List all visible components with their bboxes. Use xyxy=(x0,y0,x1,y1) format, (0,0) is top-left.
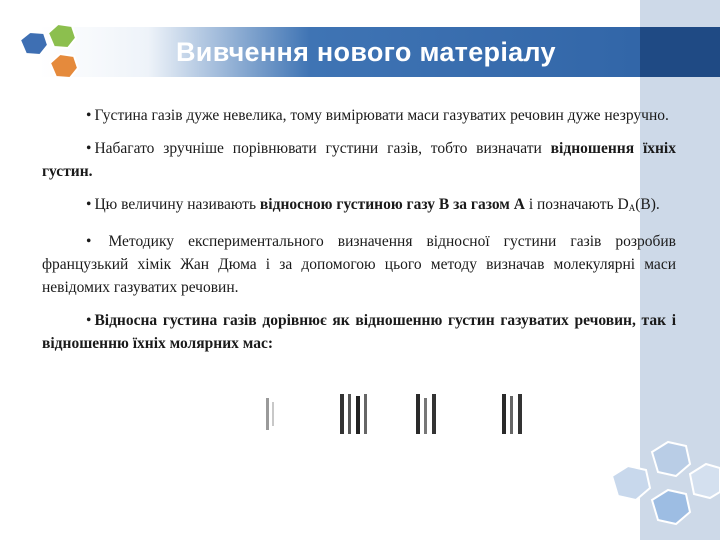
paragraph-3-tail: і позначають D xyxy=(524,196,629,213)
paragraph-5 xyxy=(42,309,676,355)
formula-image-fragment xyxy=(236,394,546,434)
paragraph-3 xyxy=(42,193,676,220)
paragraph-3-text: Цю величину називають xyxy=(94,196,260,213)
paragraph-2-bold: відношення їхніх густин. xyxy=(42,140,676,180)
paragraph-3-bold: відносною густиною газу В за газом А xyxy=(259,196,525,213)
slide-body xyxy=(42,104,676,365)
paragraph-3-tail-2: (B). xyxy=(635,196,660,213)
hexagon-cluster-icon xyxy=(8,18,88,90)
paragraph-1 xyxy=(42,104,676,127)
paragraph-1-text: Густина газів дуже невелика, тому вимірювати маси газуватих речовин дуже незручно. xyxy=(94,107,669,124)
paragraph-5-bold: Відносна густина газів дорівнює як відношенню густин газуватих речовин, так і відношенню їхніх молярних мас: xyxy=(42,312,676,352)
bullet: • xyxy=(86,312,92,329)
paragraph-4-text: Методику експериментального визначення відносної густини газів розробив французький хімік Жан Дюма і за допомогою цього методу визначав молекулярні маси невідомих газуватих речовин. xyxy=(42,233,676,296)
bullet: • xyxy=(86,233,92,250)
page-title: Вивчення нового матеріалу xyxy=(176,37,556,67)
bullet: • xyxy=(86,140,92,157)
paragraph-4 xyxy=(42,230,676,299)
subscript: A xyxy=(628,203,636,213)
title-bar-dark-end xyxy=(640,27,720,77)
bullet: • xyxy=(86,196,92,213)
hexagon-pattern-icon xyxy=(540,400,720,540)
bullet: • xyxy=(86,107,92,124)
paragraph-2 xyxy=(42,137,676,183)
paragraph-2-text: Набагато зручніше порівнювати густини газів, тобто визначати xyxy=(94,140,551,157)
